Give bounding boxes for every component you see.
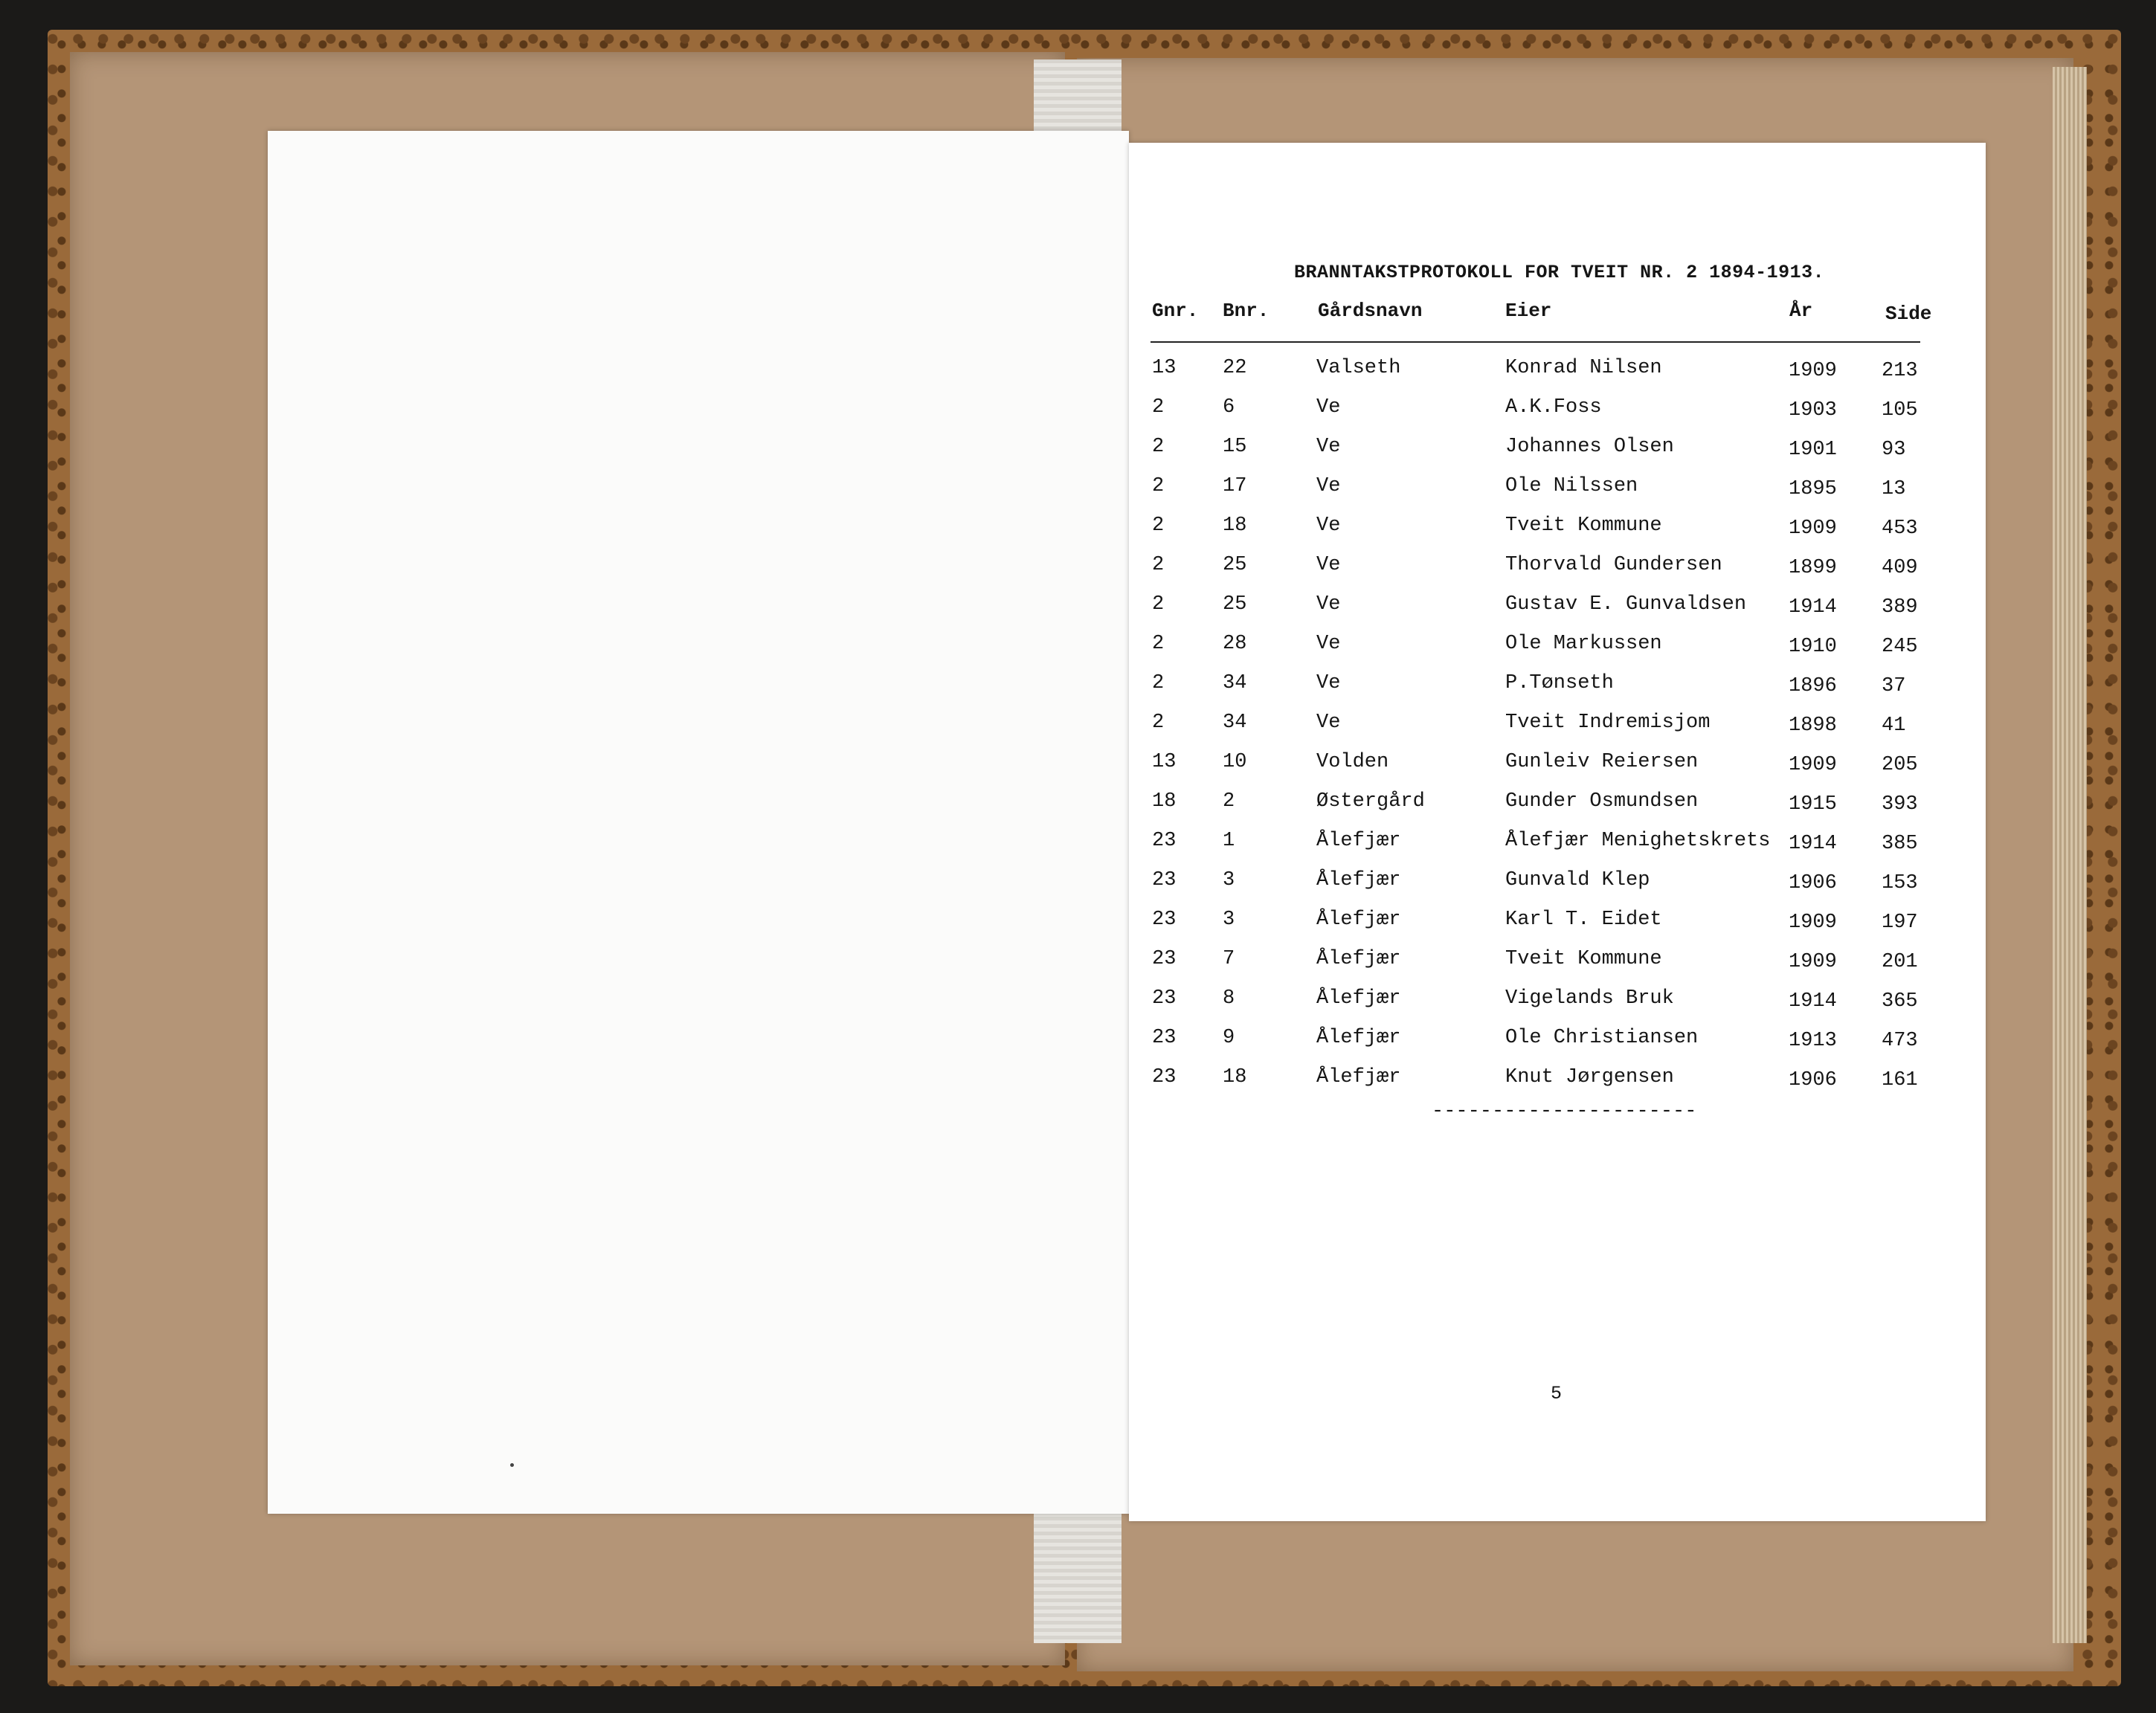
cell-eier: Johannes Olsen xyxy=(1505,436,1674,458)
cell-gnr: 23 xyxy=(1152,1027,1177,1049)
paper-speck xyxy=(510,1463,514,1467)
cell-side: 213 xyxy=(1882,360,1918,382)
cell-side: 37 xyxy=(1882,675,1906,697)
cell-ar: 1914 xyxy=(1789,990,1837,1013)
cell-gardsnavn: Volden xyxy=(1316,751,1389,773)
table-row xyxy=(0,514,2156,553)
table-row xyxy=(0,869,2156,908)
cell-side: 473 xyxy=(1882,1030,1918,1052)
table-row xyxy=(0,436,2156,474)
cell-gardsnavn: Ve xyxy=(1316,436,1341,458)
cell-bnr: 15 xyxy=(1223,436,1247,458)
cell-bnr: 34 xyxy=(1223,672,1247,694)
cell-eier: Gunleiv Reiersen xyxy=(1505,751,1699,773)
cell-gardsnavn: Ålefjær xyxy=(1316,987,1401,1010)
cell-gnr: 23 xyxy=(1152,830,1177,852)
table-row xyxy=(0,1066,2156,1105)
cell-ar: 1910 xyxy=(1789,636,1837,658)
header-gnr: Gnr. xyxy=(1152,300,1199,322)
cell-gardsnavn: Ve xyxy=(1316,396,1341,419)
cell-ar: 1906 xyxy=(1789,872,1837,894)
table-row xyxy=(0,357,2156,396)
cell-gnr: 2 xyxy=(1152,593,1165,616)
cell-eier: Karl T. Eidet xyxy=(1505,909,1662,931)
table-row xyxy=(0,830,2156,868)
cell-gardsnavn: Ve xyxy=(1316,514,1341,537)
cell-gardsnavn: Ve xyxy=(1316,712,1341,734)
cell-gnr: 2 xyxy=(1152,514,1165,537)
cell-ar: 1913 xyxy=(1789,1030,1837,1052)
header-gardsnavn: Gårdsnavn xyxy=(1318,300,1423,322)
cell-gardsnavn: Valseth xyxy=(1316,357,1401,379)
cell-bnr: 3 xyxy=(1223,909,1235,931)
cell-ar: 1899 xyxy=(1789,557,1837,579)
cell-side: 153 xyxy=(1882,872,1918,894)
cell-ar: 1914 xyxy=(1789,596,1837,619)
cell-bnr: 17 xyxy=(1223,475,1247,497)
cell-ar: 1906 xyxy=(1789,1069,1837,1091)
cell-eier: Ole Markussen xyxy=(1505,633,1662,655)
cell-gnr: 2 xyxy=(1152,633,1165,655)
table-row xyxy=(0,987,2156,1026)
cell-ar: 1898 xyxy=(1789,714,1837,737)
cell-bnr: 10 xyxy=(1223,751,1247,773)
table-row xyxy=(0,712,2156,750)
cell-eier: Knut Jørgensen xyxy=(1505,1066,1674,1088)
cell-gnr: 23 xyxy=(1152,1066,1177,1088)
cell-side: 197 xyxy=(1882,912,1918,934)
cell-ar: 1909 xyxy=(1789,912,1837,934)
header-rule xyxy=(1151,341,1920,343)
cell-ar: 1909 xyxy=(1789,517,1837,540)
cell-bnr: 18 xyxy=(1223,1066,1247,1088)
table-row xyxy=(0,1027,2156,1065)
cell-bnr: 25 xyxy=(1223,593,1247,616)
cell-ar: 1901 xyxy=(1789,439,1837,461)
cell-ar: 1914 xyxy=(1789,833,1837,855)
cell-bnr: 22 xyxy=(1223,357,1247,379)
header-bnr: Bnr. xyxy=(1223,300,1270,322)
cell-side: 365 xyxy=(1882,990,1918,1013)
cell-gnr: 2 xyxy=(1152,475,1165,497)
cell-bnr: 9 xyxy=(1223,1027,1235,1049)
cell-eier: Tveit Kommune xyxy=(1505,948,1662,970)
cell-eier: Ole Nilssen xyxy=(1505,475,1638,497)
cell-eier: Gunder Osmundsen xyxy=(1505,790,1699,813)
table-row xyxy=(0,672,2156,711)
cell-gnr: 23 xyxy=(1152,869,1177,891)
cell-gardsnavn: Østergård xyxy=(1316,790,1425,813)
cell-eier: Gunvald Klep xyxy=(1505,869,1650,891)
cell-gnr: 2 xyxy=(1152,712,1165,734)
cell-gardsnavn: Ålefjær xyxy=(1316,830,1401,852)
cell-gnr: 2 xyxy=(1152,436,1165,458)
table-row xyxy=(0,593,2156,632)
cell-side: 41 xyxy=(1882,714,1906,737)
header-side: Side xyxy=(1885,303,1932,325)
cell-gardsnavn: Ve xyxy=(1316,672,1341,694)
cell-gardsnavn: Ve xyxy=(1316,475,1341,497)
table-row xyxy=(0,790,2156,829)
cell-eier: P.Tønseth xyxy=(1505,672,1614,694)
cell-eier: Ole Christiansen xyxy=(1505,1027,1699,1049)
cell-eier: Vigelands Bruk xyxy=(1505,987,1674,1010)
cell-eier: A.K.Foss xyxy=(1505,396,1602,419)
table-row xyxy=(0,751,2156,790)
cell-side: 245 xyxy=(1882,636,1918,658)
cell-ar: 1909 xyxy=(1789,360,1837,382)
document-title: BRANNTAKSTPROTOKOLL FOR TVEIT NR. 2 1894-1913. xyxy=(1294,262,1825,283)
cell-gardsnavn: Ålefjær xyxy=(1316,948,1401,970)
cell-gnr: 23 xyxy=(1152,948,1177,970)
cell-side: 201 xyxy=(1882,951,1918,973)
cell-gardsnavn: Ålefjær xyxy=(1316,1066,1401,1088)
cell-bnr: 7 xyxy=(1223,948,1235,970)
cell-ar: 1909 xyxy=(1789,754,1837,776)
cell-bnr: 2 xyxy=(1223,790,1235,813)
cell-gnr: 23 xyxy=(1152,909,1177,931)
cell-eier: Tveit Kommune xyxy=(1505,514,1662,537)
cell-eier: Ålefjær Menighetskrets xyxy=(1505,830,1771,852)
cell-ar: 1903 xyxy=(1789,399,1837,422)
cell-eier: Gustav E. Gunvaldsen xyxy=(1505,593,1747,616)
cell-gardsnavn: Ålefjær xyxy=(1316,1027,1401,1049)
cell-gnr: 13 xyxy=(1152,751,1177,773)
cell-side: 389 xyxy=(1882,596,1918,619)
cell-gardsnavn: Ålefjær xyxy=(1316,869,1401,891)
cell-gardsnavn: Ålefjær xyxy=(1316,909,1401,931)
table-row xyxy=(0,475,2156,514)
cell-ar: 1909 xyxy=(1789,951,1837,973)
table-row xyxy=(0,909,2156,947)
table-row xyxy=(0,633,2156,671)
cell-gnr: 23 xyxy=(1152,987,1177,1010)
cell-side: 13 xyxy=(1882,478,1906,500)
cell-gardsnavn: Ve xyxy=(1316,593,1341,616)
cell-bnr: 6 xyxy=(1223,396,1235,419)
cell-ar: 1915 xyxy=(1789,793,1837,816)
cell-gardsnavn: Ve xyxy=(1316,633,1341,655)
cell-side: 93 xyxy=(1882,439,1906,461)
cell-side: 409 xyxy=(1882,557,1918,579)
cell-gnr: 2 xyxy=(1152,396,1165,419)
cell-side: 161 xyxy=(1882,1069,1918,1091)
cell-side: 385 xyxy=(1882,833,1918,855)
cell-gnr: 13 xyxy=(1152,357,1177,379)
table-row xyxy=(0,396,2156,435)
cell-bnr: 28 xyxy=(1223,633,1247,655)
cell-gardsnavn: Ve xyxy=(1316,554,1341,576)
cell-bnr: 34 xyxy=(1223,712,1247,734)
cell-bnr: 25 xyxy=(1223,554,1247,576)
closing-line: ---------------------- xyxy=(1432,1100,1697,1123)
table-row xyxy=(0,948,2156,987)
cell-bnr: 8 xyxy=(1223,987,1235,1010)
cell-bnr: 18 xyxy=(1223,514,1247,537)
header-ar: År xyxy=(1789,300,1813,322)
cell-gnr: 2 xyxy=(1152,672,1165,694)
cell-bnr: 1 xyxy=(1223,830,1235,852)
cell-ar: 1895 xyxy=(1789,478,1837,500)
cell-bnr: 3 xyxy=(1223,869,1235,891)
cell-eier: Tveit Indremisjom xyxy=(1505,712,1711,734)
cell-eier: Thorvald Gundersen xyxy=(1505,554,1722,576)
header-eier: Eier xyxy=(1505,300,1552,322)
cell-gnr: 18 xyxy=(1152,790,1177,813)
table-row xyxy=(0,554,2156,593)
cell-side: 205 xyxy=(1882,754,1918,776)
cell-side: 105 xyxy=(1882,399,1918,422)
cell-side: 393 xyxy=(1882,793,1918,816)
cell-eier: Konrad Nilsen xyxy=(1505,357,1662,379)
page-number: 5 xyxy=(1551,1383,1563,1404)
cell-gnr: 2 xyxy=(1152,554,1165,576)
cell-side: 453 xyxy=(1882,517,1918,540)
cell-ar: 1896 xyxy=(1789,675,1837,697)
